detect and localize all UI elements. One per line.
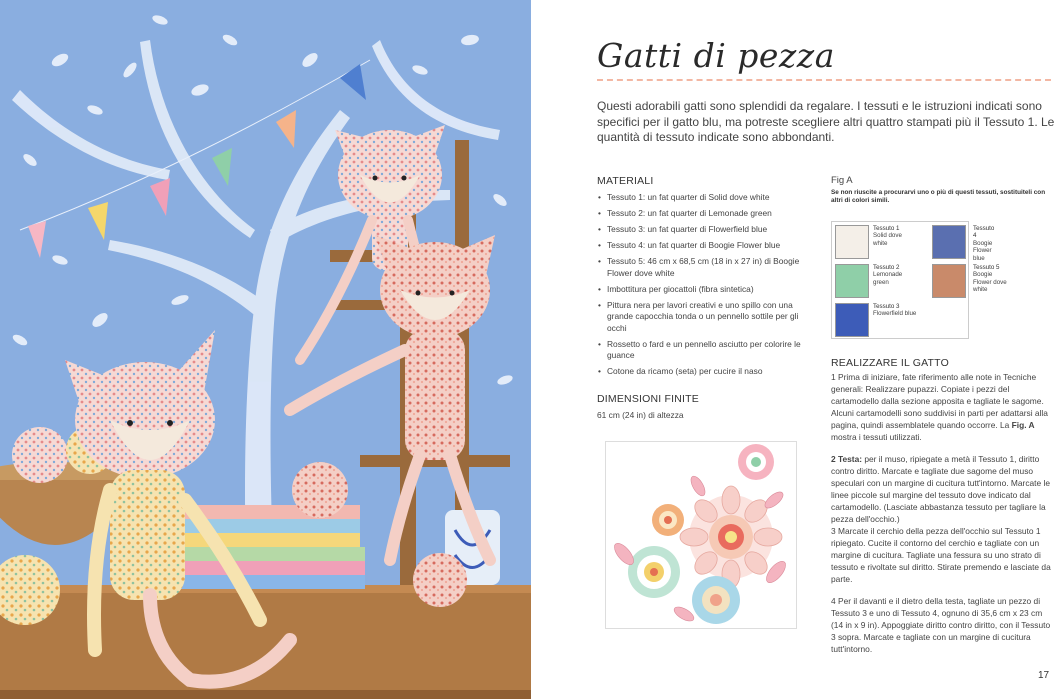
list-item: • Tessuto 2: un fat quarter di Lemonade green xyxy=(597,208,819,220)
list-item: • Pittura nera per lavori creativi e uno spillo con una grande capocchia tonda o un pennello sottile per gli occhi xyxy=(597,300,819,335)
page-number: 17 xyxy=(1038,670,1050,681)
flower-blue-icon xyxy=(692,576,740,624)
list-item: • Rossetto o fard e un pennello asciutto per colorire le guance xyxy=(597,339,819,362)
page-title: Gatti di pezza xyxy=(597,36,835,75)
swatch-label: Tessuto 3 Flowerfield blue xyxy=(873,303,917,318)
materials-section xyxy=(597,175,819,382)
swatch-tessuto-4 xyxy=(932,225,966,259)
text-page xyxy=(531,0,1060,699)
instructions-heading: REALIZZARE IL GATTO xyxy=(831,357,949,369)
list-item: • Tessuto 1: un fat quarter di Solid dove white xyxy=(597,192,819,204)
figure-note: Se non riuscite a procurarvi uno o più di questi tessuti, sostituiteli con altri di colori simili. xyxy=(831,189,1046,204)
list-item: • Cotone da ricamo (seta) per cucire il naso xyxy=(597,366,819,378)
list-item: • Imbottitura per giocattoli (fibra sintetica) xyxy=(597,284,819,296)
flower-top-pink-icon xyxy=(738,444,774,480)
fig-a-section xyxy=(831,175,1056,318)
flower-mint-icon xyxy=(628,546,680,598)
dimensions-value: 61 cm (24 in) di altezza xyxy=(597,410,684,420)
title-divider xyxy=(597,79,1051,81)
dimensions-heading: DIMENSIONI FINITE xyxy=(597,393,699,405)
list-item: • Tessuto 5: 46 cm x 68,5 cm (18 in x 27 in) di Boogie Flower dove white xyxy=(597,256,819,279)
materials-list xyxy=(597,192,819,378)
swatch-tessuto-1 xyxy=(835,225,869,259)
swatch-label: Tessuto 2 Lemonade green xyxy=(873,264,903,286)
flower-illustration xyxy=(606,442,796,628)
swatch-tessuto-2 xyxy=(835,264,869,298)
figure-label: Fig A xyxy=(831,175,853,186)
swatch-label: Tessuto 1 Solid dove white xyxy=(873,225,902,247)
swatch-label: Tessuto 5 Boogie Flower dove white xyxy=(973,264,1007,294)
intro-paragraph: Questi adorabili gatti sono splendidi da regalare. I tessuti e le istruzioni indicati sono specifici per il gatto blu, ma potreste scegliere altri quattro stampati più il Tessuto 1. Le quantità di tessuto indicate sono abbondanti. xyxy=(597,99,1055,144)
list-item: • Tessuto 4: un fat quarter di Boogie Flower blue xyxy=(597,240,819,252)
flower-illustration-frame xyxy=(605,441,797,629)
step-1: 1 Prima di iniziare, fate riferimento alle note in Tecniche generali: Realizzare pupazzi. Copiate i pezzi del cartamodello dalla sezione apposita e tagliate le sagome. Alcuni cartamodelli sono suddivisi in parti per adattarsi alla pagina, quindi assemblatele quando occorre. La Fig. A mostra i tessuti utilizzati. xyxy=(831,372,1048,442)
swatch-tessuto-3 xyxy=(835,303,869,337)
swatch-tessuto-5 xyxy=(932,264,966,298)
step-2: 2 Testa: per il muso, ripiegate a metà il Tessuto 1, diritto contro diritto. Marcate e tagliate due sagome del muso speculari con un margine di cucitura tutt'intorno. Marcate le linee piccole sul margine del tessuto dove indicato dal cartamodello. (Lasciate abbastanza tessuto per tagliare la pezza dell'occhio.) 3 Marcate il cerchio della pezza dell'occhio sul Tessuto 1 ripiegato. Cucite il contorno del cerchio e tagliate con un margine di cucitura. Tagliate una fessura su uno strato di tessuto e rivoltate sul diritto. Stirate premendo e lasciate da parte. xyxy=(831,454,1051,584)
flower-orange-icon xyxy=(652,504,684,536)
swatch-label: Tessuto 4 Boogie Flower blue xyxy=(973,225,995,262)
dimensions-section xyxy=(597,393,819,420)
list-item: • Tessuto 3: un fat quarter di Flowerfield blue xyxy=(597,224,819,236)
fabric-swatch-table xyxy=(831,221,1007,339)
materials-heading: MATERIALI xyxy=(597,175,654,187)
instructions-section xyxy=(831,357,1053,655)
step-4: 4 Per il davanti e il dietro della testa, tagliate un pezzo di Tessuto 3 e uno di Tessuto 4, ognuno di 35,6 cm x 23 cm (14 in x 9 in). Appoggiate diritto contro diritto, con il Tessuto 3 sopra. Marcate e tagliate con un margine di cucitura tutt'intorno. xyxy=(831,596,1051,654)
